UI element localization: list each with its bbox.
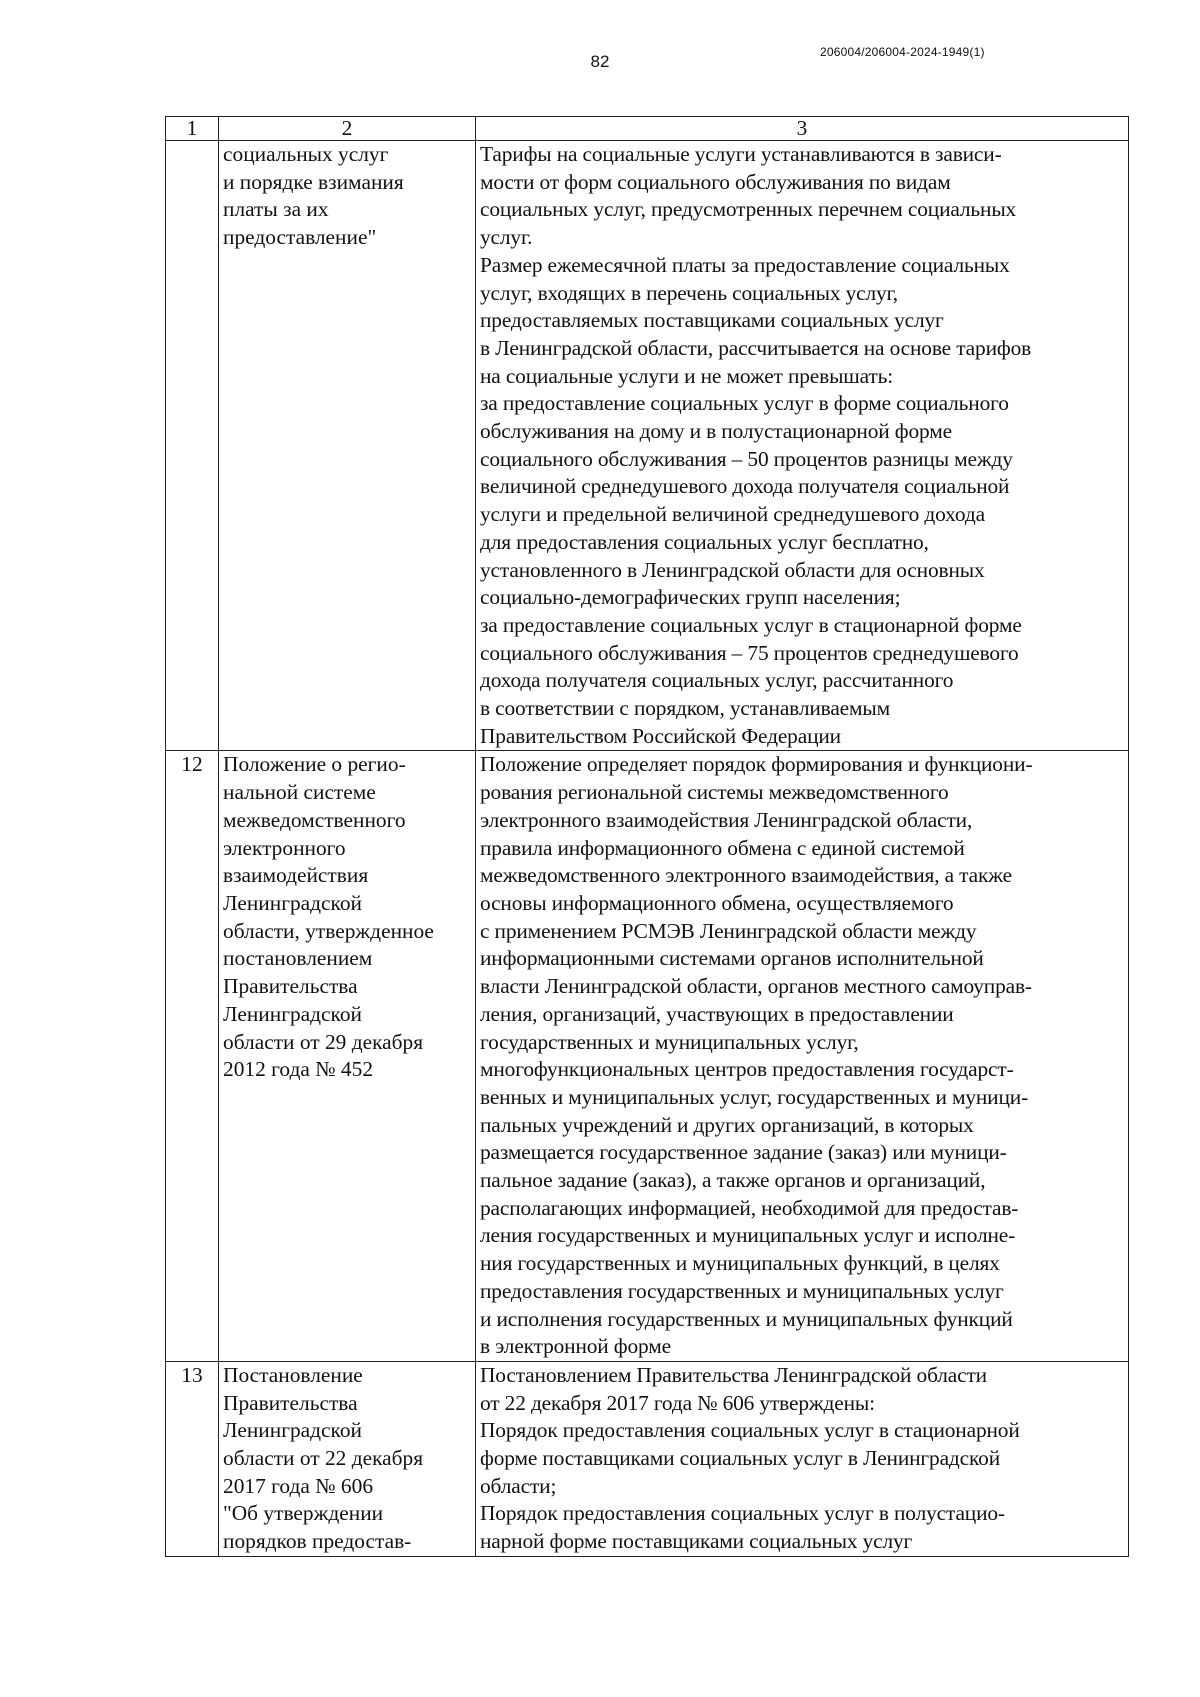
document-name-line: Положение о регио-	[223, 752, 406, 777]
document-content-line: Тарифы на социальные услуги устанавливаются в зависи-	[480, 142, 1002, 166]
document-name-line: области от 22 декабря	[223, 1446, 424, 1471]
document-content-line: от 22 декабря 2017 года № 606 утверждены:	[480, 1390, 875, 1415]
document-content-line: ления государственных и муниципальных услуг и исполне-	[480, 1223, 1016, 1248]
document-content-line: социального обслуживания – 50 процентов разницы между	[480, 446, 1013, 471]
document-content-line: в электронной форме	[480, 1334, 672, 1359]
document-content-line: Постановлением Правительства Ленинградской области	[480, 1362, 987, 1387]
document-content-line: рования региональной системы межведомственного	[480, 780, 949, 805]
document-name-line: социальных услуг	[223, 142, 389, 166]
document-content-line: пальное задание (заказ), а также органов и организаций,	[480, 1168, 986, 1193]
document-content-line: услуги и предельной величиной среднедушевого дохода	[480, 502, 985, 527]
document-name-line: "Об утверждении	[223, 1501, 384, 1526]
document-name-line: и порядке взимания	[223, 169, 404, 194]
document-content-line: социальных услуг, предусмотренных перечнем социальных	[480, 197, 1017, 222]
document-content-line: форме поставщиками социальных услуг в Ленинградской	[480, 1446, 1001, 1471]
document-content-line: для предоставления социальных услуг бесплатно,	[480, 529, 929, 554]
document-content-line: межведомственного электронного взаимодействия, а также	[480, 863, 1012, 888]
document-content-line: Положение определяет порядок формирования и функциони-	[480, 752, 1033, 777]
document-content-line: информационными системами органов исполнительной	[480, 946, 984, 971]
document-content-line: величиной среднедушевого дохода получателя социальной	[480, 474, 1010, 499]
row-number: 13	[166, 1361, 219, 1556]
document-name-line: Правительства	[223, 1390, 358, 1415]
document-content-line: социального обслуживания – 75 процентов среднедушевого	[480, 640, 1019, 665]
document-name-line: Ленинградской	[223, 1001, 362, 1026]
document-name-line: платы за их	[223, 197, 329, 222]
column-header-1: 1	[166, 117, 219, 141]
document-name-line: постановлением	[223, 946, 373, 971]
table-header-row	[166, 117, 1129, 141]
document-name-cell	[219, 141, 476, 751]
row-number: 12	[166, 751, 219, 1361]
document-content-line: правила информационного обмена с единой системой	[480, 835, 965, 860]
document-content-line: предоставляемых поставщиками социальных услуг	[480, 308, 944, 333]
document-content-line: власти Ленинградской области, органов местного самоуправ-	[480, 974, 1032, 999]
document-content-line: Порядок предоставления социальных услуг в стационарной	[480, 1418, 1020, 1443]
row-number	[166, 141, 219, 751]
document-name-line: электронного	[223, 835, 346, 860]
document-content-line: в Ленинградской области, рассчитывается на основе тарифов	[480, 335, 1032, 360]
document-content-line: социально-демографических групп населения;	[480, 585, 901, 610]
document-content-line: мости от форм социального обслуживания по видам	[480, 169, 951, 194]
document-id: 206004/206004-2024-1949(1)	[820, 45, 985, 59]
document-content-line: обслуживания на дому и в полустационарной форме	[480, 419, 952, 444]
document-content-line: размещается государственное задание (заказ) или муници-	[480, 1140, 1007, 1165]
document-content-line: ния государственных и муниципальных функций, в целях	[480, 1251, 1000, 1276]
document-content-line: за предоставление социальных услуг в форме социального	[480, 391, 1009, 416]
document-content-line: и исполнения государственных и муниципальных функций	[480, 1306, 1013, 1331]
document-name-line: 2017 года № 606	[223, 1473, 374, 1498]
document-name-line: области, утвержденное	[223, 918, 434, 943]
document-name-line: предоставление"	[223, 225, 377, 250]
document-content-line: на социальные услуги и не может превышать:	[480, 363, 894, 388]
document-name-line: Постановление	[223, 1362, 363, 1387]
document-content-line: располагающих информацией, необходимой для предостав-	[480, 1195, 1019, 1220]
column-header-3: 3	[476, 117, 1129, 141]
document-content-line: Порядок предоставления социальных услуг в полустацио-	[480, 1501, 1005, 1526]
document-content-line: Правительством Российской Федерации	[480, 723, 841, 748]
document-content-line: многофункциональных центров предоставления государст-	[480, 1057, 1014, 1082]
document-name-line: 2012 года № 452	[223, 1057, 374, 1082]
document-content-line: предоставления государственных и муниципальных услуг	[480, 1278, 1004, 1303]
document-content-line: услуг.	[480, 225, 533, 250]
table-row	[166, 1361, 1129, 1556]
document-content-line: электронного взаимодействия Ленинградской области,	[480, 807, 973, 832]
document-content-line: услуг, входящих в перечень социальных услуг,	[480, 280, 898, 305]
page-number: 82	[590, 52, 610, 71]
column-header-2: 2	[219, 117, 476, 141]
document-name-line: нальной системе	[223, 780, 376, 805]
document-content-line: области;	[480, 1473, 557, 1498]
document-name-line: Ленинградской	[223, 890, 362, 915]
document-content-cell	[476, 1361, 1129, 1556]
document-name-line: межведомственного	[223, 807, 406, 832]
document-content-line: венных и муниципальных услуг, государственных и муници-	[480, 1084, 1029, 1109]
document-name-cell	[219, 751, 476, 1361]
document-content-line: основы информационного обмена, осуществляемого	[480, 890, 954, 915]
document-name-line: порядков предостав-	[223, 1529, 412, 1554]
document-table	[165, 116, 1129, 1557]
document-content-line: нарной форме поставщиками социальных услуг	[480, 1529, 913, 1554]
document-content-line: ления, организаций, участвующих в предоставлении	[480, 1001, 954, 1026]
document-name-line: Ленинградской	[223, 1418, 362, 1443]
document-content-line: дохода получателя социальных услуг, рассчитанного	[480, 668, 954, 693]
document-content-line: пальных учреждений и других организаций, в которых	[480, 1112, 974, 1137]
document-content-line: установленного в Ленинградской области для основных	[480, 557, 985, 582]
document-name-line: Правительства	[223, 974, 358, 999]
document-name-line: взаимодействия	[223, 863, 369, 888]
document-content-line: за предоставление социальных услуг в стационарной форме	[480, 612, 1022, 637]
document-content-line: с применением РСМЭВ Ленинградской области между	[480, 918, 977, 943]
document-content-line: Размер ежемесячной платы за предоставление социальных	[480, 252, 1010, 277]
document-content-line: в соответствии с порядком, устанавливаемым	[480, 696, 891, 721]
table-row	[166, 141, 1129, 751]
document-name-line: области от 29 декабря	[223, 1029, 424, 1054]
table-row	[166, 751, 1129, 1361]
document-name-cell	[219, 1361, 476, 1556]
document-content-cell	[476, 751, 1129, 1361]
document-content-line: государственных и муниципальных услуг,	[480, 1029, 859, 1054]
document-content-cell	[476, 141, 1129, 751]
